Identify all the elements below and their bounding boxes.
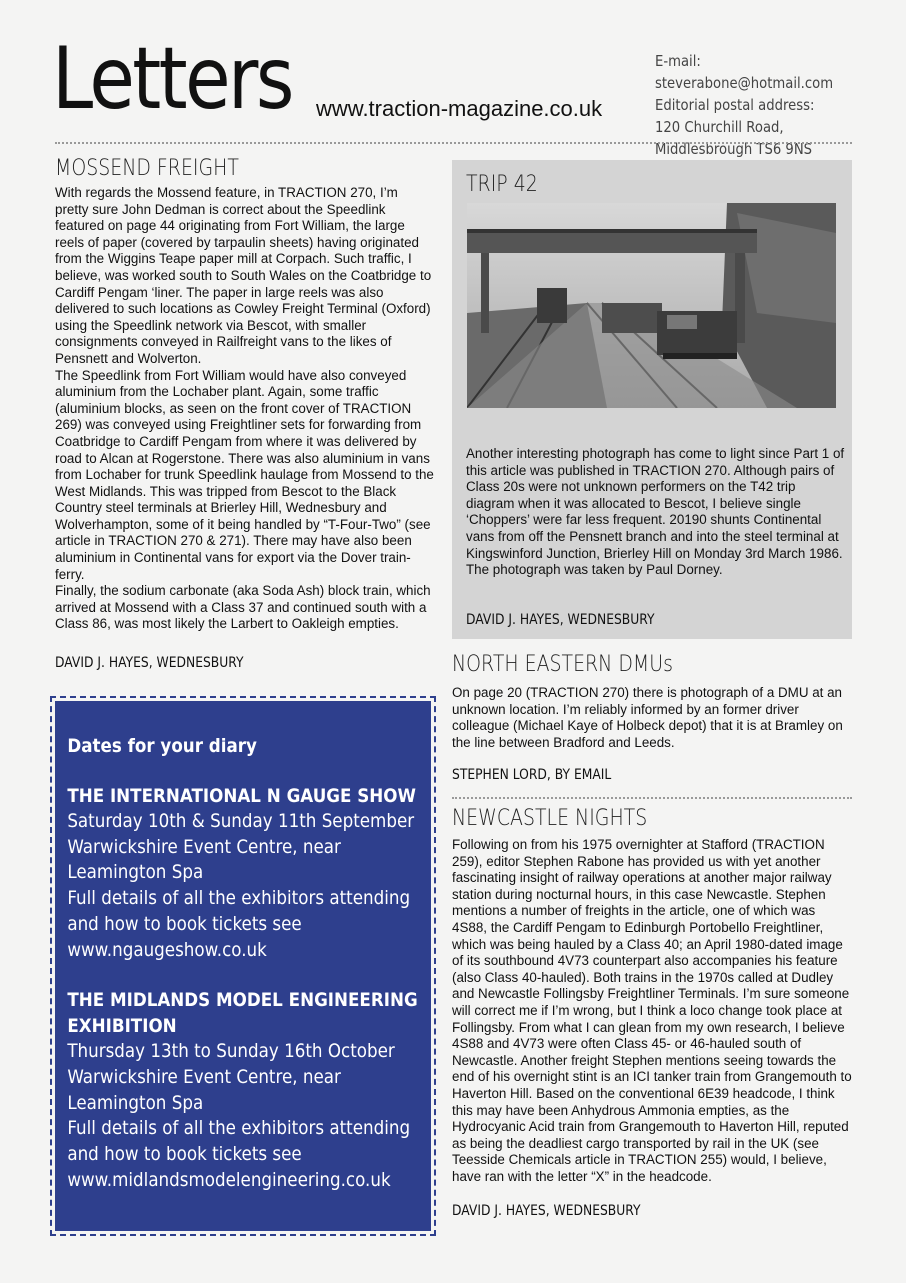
event-date: Saturday 10th & Sunday 11th September	[67, 810, 415, 832]
event-title: THE INTERNATIONAL N GAUGE SHOW	[67, 785, 416, 807]
event-venue: Leamington Spa	[67, 861, 204, 884]
contact-email[interactable]: E-mail: steverabone@hotmail.com	[655, 52, 834, 92]
contact-address-label: Editorial postal address:	[655, 96, 815, 114]
magazine-url[interactable]: www.traction-magazine.co.uk	[316, 96, 603, 121]
diary-box	[55, 701, 431, 1231]
event-link[interactable]: www.ngaugeshow.co.uk	[67, 938, 267, 961]
page-title: Letters	[52, 29, 292, 129]
event-venue: Warwickshire Event Centre, near	[67, 1065, 341, 1088]
contact-address-town: Middlesbrough TS6 9NS	[655, 140, 813, 158]
event-link[interactable]: www.midlandsmodelengineering.co.uk	[67, 1168, 391, 1191]
event-venue: Warwickshire Event Centre, near	[67, 835, 341, 858]
event-info: Full details of all the exhibitors attending	[67, 887, 411, 910]
mossend-heading: MOSSEND FREIGHT	[55, 156, 239, 181]
mossend-paragraph: The Speedlink from Fort William would have also conveyed aluminium from the Lochaber plant. Again, some traffic (aluminium blocks, as seen on the front cover of TRACTION 269) was conveyed using Freightliner sets for forwarding from Coatbridge to Cardiff Pengam from where it was delivered by road to Alcan at Rogerstone. There was also aluminium in vans from Lochaber for trunk Speedlink haulage from Mossend to the West Midlands. This was tripped from Bescot to the Black Country steel terminals at Brierley Hill, Wednesbury and Wolverhampton, some of it being handled by “T-Four-Two” (see article in TRACTION 270 & 271). There may have also been aluminium in Continental vans for export via the Dover train-ferry.	[55, 367, 434, 582]
event-venue: Leamington Spa	[67, 1091, 204, 1114]
diary-heading: Dates for your diary	[67, 735, 257, 757]
trip42-heading: TRIP 42	[466, 172, 538, 197]
mossend-paragraph: With regards the Mossend feature, in TRACTION 270, I’m pretty sure John Dedman is correct about the Speedlink featured on page 44 originating from Fort William, the large reels of paper (covered by tarpaulin sheets) having originated from the Wiggins Teape paper mill at Corpach. Such traffic, I believe, was worked south to South Wales on the Coatbridge to Cardiff Pengam ‘liner. The paper in large reels was also delivered to such locations as Cowley Freight Terminal (Oxford) using the Speedlink network via Bescot, with smaller consignments conveyed in Railfreight vans to the likes of Pensnett and Wolverton.	[55, 185, 432, 366]
mossend-signature: DAVID J. HAYES, WEDNESBURY	[55, 655, 244, 672]
north-eastern-body: On page 20 (TRACTION 270) there is photograph of a DMU at an unknown location. I’m reliably informed by an former driver colleague (Michael Kaye of Holbeck depot) that it is at Bramley on the line between Bradford and Leeds.	[452, 685, 843, 750]
diary-event-midlands	[67, 987, 437, 1193]
event-title: EXHIBITION	[67, 1015, 177, 1038]
newcastle-signature: DAVID J. HAYES, WEDNESBURY	[452, 1203, 641, 1220]
trip42-sidebar	[452, 160, 852, 639]
mossend-body	[55, 185, 435, 633]
contact-address-street: 120 Churchill Road,	[655, 118, 784, 136]
event-info: Full details of all the exhibitors attending	[67, 1117, 411, 1140]
north-eastern-signature: STEPHEN LORD, BY EMAIL	[452, 767, 612, 784]
trip42-signature: DAVID J. HAYES, WEDNESBURY	[466, 612, 655, 628]
mossend-paragraph: Finally, the sodium carbonate (aka Soda Ash) block train, which arrived at Mossend with a Class 37 and continued south with a Class 86, was most likely the Larbert to Oakleigh empties.	[55, 583, 431, 632]
newcastle-letter	[452, 806, 852, 1219]
trip42-body: Another interesting photograph has come to light since Part 1 of this article was published in TRACTION 270. Although pairs of Class 20s were not unknown performers on the T42 trip diagram when it was allocated to Bescot, I believe single ‘Choppers’ were far less frequent. 20190 shunts Continental vans from off the Pensnett branch and into the steel terminal at Kingswinford Junction, Brierley Hill on Monday 3rd March 1986. The photograph was taken by Paul Dorney.	[466, 446, 845, 578]
train-photo	[467, 203, 836, 408]
newcastle-heading: NEWCASTLE NIGHTS	[452, 806, 648, 831]
event-info: and how to book tickets see	[67, 912, 302, 935]
event-title: THE MIDLANDS MODEL ENGINEERING	[67, 989, 418, 1012]
section-divider	[452, 797, 852, 799]
newcastle-body: Following on from his 1975 overnighter at Stafford (TRACTION 259), editor Stephen Rabone has provided us with yet another fascinating insight of railway operations at another major railway station during nocturnal hours, in this case Newcastle. Stephen mentions a number of freights in the article, one of which was 4S88, the Cardiff Pengam to Edinburgh Portobello Freightliner, which was being hauled by a Class 40; an April 1980-dated image of its southbound 4V73 counterpart also accompanies his feature (also Class 40-hauled). Both trains in the 1970s called at Dudley and Newcastle Follingsby Freightliner Terminals. I’m sure someone will correct me if I’m wrong, but I think a loco change took place at Follingsby. From what I can glean from my own research, I believe 4S88 and 4V73 were often Class 45- or 46-hauled south of Newcastle. Another freight Stephen mentions seeing towards the end of his overnight stint is an ICI tanker train from Grangemouth to Haverton Hill. Based on the conventional 6E39 headcode, I think this may have been Anhydrous Ammonia empties, as the Hydrocyanic Acid train from Grangemouth to Haverton Hill, reputed as being the deadliest cargo transported by rail in the UK (see Teesside Chemicals article in TRACTION 255) would, I believe, have ran with the letter “X” in the headcode.	[452, 837, 852, 1184]
diary-event-ngauge	[67, 783, 437, 963]
mossend-letter	[55, 156, 435, 671]
event-info: and how to book tickets see	[67, 1143, 302, 1166]
header-divider	[55, 142, 852, 144]
event-date: Thursday 13th to Sunday 16th October	[67, 1040, 395, 1063]
north-eastern-heading: NORTH EASTERN DMUs	[452, 652, 673, 677]
north-eastern-letter	[452, 652, 852, 783]
train-photo-illustration	[467, 203, 836, 408]
